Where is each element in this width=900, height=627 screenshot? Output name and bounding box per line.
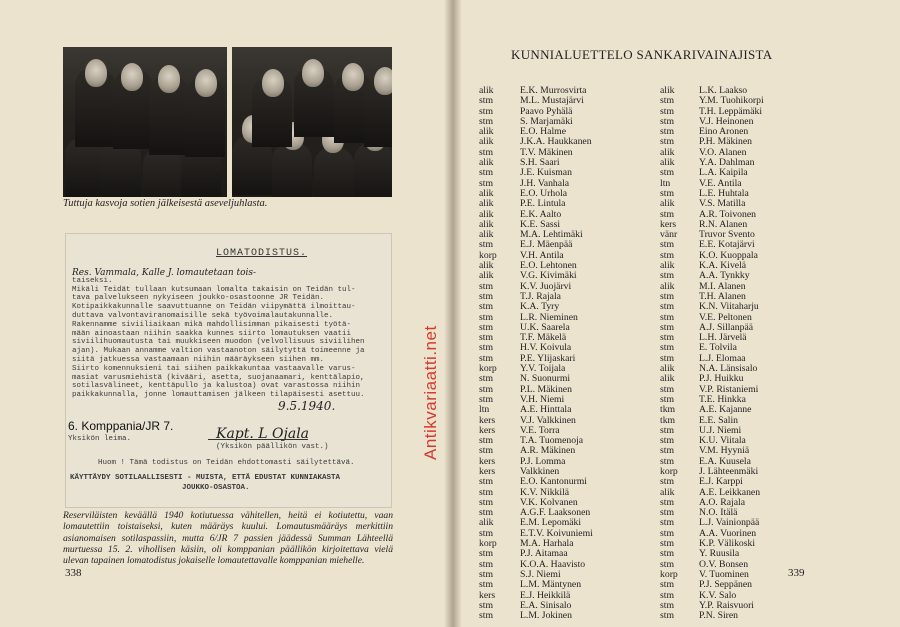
name-entry: K.O.A. Haavisto [520,558,586,570]
rank-entry: stm [479,280,493,292]
rank-entry: stm [660,383,674,395]
name-entry: E.O. Urhola [520,187,568,199]
rank-entry: stm [479,476,493,488]
name-entry: A.E. Hinttala [520,404,572,416]
rank-entry: alik [479,218,494,230]
rank-entry: kers [479,589,496,601]
rank-entry: stm [660,239,674,251]
name-entry: V.O. Alanen [699,146,747,158]
name-entry: K.V. Nikkilä [520,486,570,498]
certificate-date: 9.5.1940. [278,399,336,413]
rank-entry: stm [479,579,493,591]
name-entry: V.E. Antila [699,177,742,189]
rank-entry: alik [479,260,494,272]
rank-entry: stm [479,177,493,189]
rank-entry: stm [479,146,493,158]
rank-entry: ltn [479,404,490,416]
rank-entry: alik [660,146,675,158]
rank-entry: vänr [660,229,678,241]
body-text: Reserviläisten keväällä 1940 kotiutuessa vähitellen, heitä ei kotiutettu, vaan lomautettiin toistaiseksi, kuten määräys kuului. Lomautusmääräys merkittiin asianomaisen sotilaspassiin, mutta 6/JR 7 passien jäädessä Summan Lähteellä murtuessa 15. 2. vihollisen käsiin, oli komppanian päällikön kirjoitettava vielä ulevan tapainen lomatodistus jokaiselle lomautettavalle komppanian miehelle. [63,510,393,567]
rank-entry: alik [660,363,675,375]
name-entry: E. Tolvila [699,342,737,354]
rank-entry: alik [479,187,494,199]
rank-entry: stm [479,95,493,107]
name-entry: J.K.A. Haukkanen [520,136,592,148]
name-entry: E.O. Halme [520,126,567,138]
rank-entry: stm [660,435,674,447]
name-entry: P.J. Lomma [520,455,566,467]
rank-entry: stm [660,424,674,436]
name-entry: P.H. Mäkinen [699,136,753,148]
name-entry: V.M. Hyyniä [699,445,750,457]
name-entry: A.G.F. Laaksonen [520,507,591,519]
rank-entry: alik [479,270,494,282]
rank-entry: stm [660,610,674,622]
name-entry: K.V. Salo [699,589,737,601]
name-entry: U.J. Niemi [699,424,742,436]
rank-entry: alik [660,260,675,272]
certificate-line: duttava valvontaviranomaisille sekä työvoimalautakunnalle. [72,312,334,320]
rank-entry: kers [479,424,496,436]
rank-entry: alik [479,157,494,169]
name-entry: P.J. Aitamaa [520,548,568,560]
rank-entry: stm [660,321,674,333]
rank-entry: alik [479,517,494,529]
rank-entry: stm [660,599,674,611]
name-entry: P.N. Siren [699,610,739,622]
name-entry: Y. Ruusila [699,548,740,560]
name-entry: V.H. Niemi [520,393,565,405]
rank-entry: stm [479,558,493,570]
rank-entry: alik [660,85,675,96]
certificate-line: siviilihuomautusta tai muukkiseen muodon (velvollisuus siviilihen [72,338,365,347]
rank-entry: stm [660,126,674,138]
rank-entry: stm [660,589,674,601]
rank-entry: alik [479,136,494,148]
rank-entry: stm [479,373,493,385]
rank-entry: stm [660,352,674,364]
name-entry: V.E. Torra [520,424,560,436]
rank-entry: stm [660,579,674,591]
rank-entry: alik [660,157,675,169]
name-entry: L.M. Jokinen [520,610,572,622]
name-entry: T.V. Mäkinen [520,146,573,158]
watermark-text: Antikvariaatti.net [421,325,440,460]
name-entry: P.L. Mäkinen [520,383,572,395]
name-entry: V.E. Peltonen [699,311,752,323]
name-entry: K.N. Viitaharju [699,301,759,313]
rank-entry: stm [479,332,493,344]
name-entry: Paavo Pyhälä [520,105,573,117]
rank-entry: stm [660,507,674,519]
name-entry: M.A. Lehtimäki [520,229,583,241]
rank-entry: stm [479,486,493,498]
name-entry: E.J. Karppi [699,476,743,488]
rank-entry: kers [660,218,677,230]
name-entry: J.E. Kuisman [520,167,572,179]
certificate-line: Res. Vammala, Kalle J. lomautetaan tois- [72,268,257,278]
rank-entry: stm [479,507,493,519]
name-entry: K.A. Kivelä [699,260,747,272]
rank-column-1 [479,86,515,621]
name-entry: E.O. Kantonurmi [520,476,587,488]
rank-entry: stm [660,167,674,179]
rank-column-2 [660,86,696,621]
name-entry: A.E. Kajanne [699,404,752,416]
name-entry: E.K. Aalto [520,208,562,220]
rank-entry: stm [479,496,493,508]
name-entry: N.A. Länsisalo [699,363,758,375]
name-entry: N. Suonurmi [520,373,571,385]
name-entry: H.V. Koivula [520,342,572,354]
certificate-unit-stamp: Yksikön leima. [68,435,132,443]
certificate-title: LOMATODISTUS. [216,248,308,259]
rank-entry: stm [479,105,493,117]
rank-entry: korp [660,568,678,580]
name-entry: A.J. Sillanpää [699,321,754,333]
name-entry: J. Lähteenmäki [699,465,759,477]
rank-entry: stm [660,517,674,529]
name-entry: Y.V. Toijala [520,363,566,375]
rank-entry: stm [660,527,674,539]
name-entry: J.H. Vanhala [520,177,570,189]
rank-entry: stm [660,496,674,508]
name-entry: A.R. Mäkinen [520,445,576,457]
rank-entry: alik [479,208,494,220]
name-entry: U.K. Saarela [520,321,570,333]
rank-entry: stm [660,187,674,199]
name-entry: V.J. Valkkinen [520,414,576,426]
certificate-line: Kotipaikkakunnalle saavuttuanne on Teidän viipymättä ilmoittau- [72,303,356,312]
certificate-unit: 6. Komppania/JR 7. [68,419,174,433]
name-entry: S. Marjamäki [520,115,573,127]
rank-entry: stm [660,332,674,344]
rank-entry: stm [660,105,674,117]
name-column-1 [520,86,660,621]
certificate-line: mään ainoastaan niihin saakka kunnes siirto lomautuksen vaatii [72,329,352,338]
name-entry: A.O. Rajala [699,496,746,508]
rank-entry: stm [479,115,493,127]
name-entry: K.P. Välikoski [699,538,756,550]
page-number-left: 338 [65,567,82,579]
name-entry: A.A. Vuorinen [699,527,757,539]
name-entry: V. Tuominen [699,568,749,580]
rank-entry: stm [479,599,493,611]
rank-entry: stm [479,383,493,395]
name-entry: T.F. Mäkelä [520,332,567,344]
name-entry: L.M. Mäntynen [520,579,582,591]
name-entry: L.E. Huhtala [699,187,749,199]
group-photo-right [232,47,392,197]
name-entry: V.S. Matilla [699,198,746,210]
rank-entry: stm [479,352,493,364]
name-entry: L.A. Kaipila [699,167,748,179]
name-entry: P.E. Lintula [520,198,566,210]
name-entry: M.A. Harhala [520,538,574,550]
rank-entry: stm [479,311,493,323]
name-entry: V.G. Kivimäki [520,270,577,282]
rank-entry: stm [660,208,674,220]
name-entry: S.H. Saari [520,157,560,169]
name-entry: V.P. Ristaniemi [699,383,759,395]
name-entry: Y.M. Tuohikorpi [699,95,764,107]
name-entry: V.K. Kolvanen [520,496,578,508]
name-entry: L.H. Järvelä [699,332,747,344]
name-entry: M.I. Alanen [699,280,746,292]
name-entry: P.J. Huikku [699,373,744,385]
certificate-line: taiseksi. [72,276,113,285]
rank-entry: stm [660,290,674,302]
rank-entry: alik [660,280,675,292]
rank-entry: stm [660,115,674,127]
name-entry: M.L. Mustajärvi [520,95,584,107]
rank-entry: stm [660,342,674,354]
rank-entry: alik [479,198,494,210]
rank-entry: stm [660,311,674,323]
certificate-line: masiat varusmiehistä (kivääri, asetta, suojanaamari, kenttälapio, [72,373,365,382]
roll-of-honor-title: KUNNIALUETTELO SANKARIVAINAJISTA [511,47,773,62]
rank-entry: stm [660,445,674,457]
name-entry: L.R. Nieminen [520,311,578,323]
rank-entry: stm [660,270,674,282]
name-entry: T.A. Tuomenoja [520,435,584,447]
certificate-motto-2: JOUKKO-OSASTOA. [182,484,250,492]
name-entry: K.U. Viitala [699,435,746,447]
rank-entry: korp [479,363,497,375]
name-entry: T.E. Hinkka [699,393,746,405]
group-photo-left [63,47,227,197]
rank-entry: stm [479,321,493,333]
rank-entry: alik [479,126,494,138]
name-entry: K.V. Juojärvi [520,280,572,292]
rank-entry: stm [660,455,674,467]
name-entry: N.O. Itälä [699,507,738,519]
rank-entry: korp [479,538,497,550]
name-entry: T.H. Leppämäki [699,105,763,117]
rank-entry: kers [479,465,496,477]
name-entry: P.E. Ylijaskari [520,352,576,364]
rank-entry: alik [479,229,494,241]
rank-entry: stm [660,95,674,107]
rank-entry: stm [479,527,493,539]
rank-entry: stm [660,136,674,148]
certificate-signature: Kapt. L Ojala [216,426,310,442]
rank-entry: stm [479,290,493,302]
rank-entry: stm [479,167,493,179]
name-entry: L.J. Elomaa [699,352,746,364]
rank-entry: stm [479,548,493,560]
certificate-line: tava palvelukseen nykyiseen joukko-osastoonne JR Teidän. [72,294,325,303]
rank-entry: stm [660,301,674,313]
name-entry: O.V. Bonsen [699,558,749,570]
name-entry: R.N. Alanen [699,218,748,230]
name-entry: E.M. Lepomäki [520,517,582,529]
name-entry: V.J. Heinonen [699,115,754,127]
name-entry: A.A. Tynkky [699,270,750,282]
name-entry: V.H. Antila [520,249,564,261]
name-entry: K.A. Tyry [520,301,560,313]
rank-entry: stm [479,393,493,405]
name-entry: A.R. Toivonen [699,208,756,220]
rank-entry: alik [660,373,675,385]
certificate-note: Huom ! Tämä todistus on Teidän ehdottomasti säilytettävä. [98,459,355,467]
rank-entry: kers [479,455,496,467]
watermark [403,230,440,480]
certificate-signer-title: (Yksikön päällikön vast.) [216,443,329,451]
name-entry: E.O. Lehtonen [520,260,577,272]
rank-entry: stm [479,301,493,313]
rank-entry: alik [660,198,675,210]
rank-entry: stm [479,445,493,457]
name-entry: K.E. Sassi [520,218,561,230]
certificate-line: Mikäli Teidät tullaan kutsumaan lomalta takaisin on Teidän tul- [72,285,356,294]
rank-entry: korp [660,465,678,477]
name-column-2 [699,86,839,621]
leave-certificate [65,233,392,508]
certificate-line: Siirto komennuksieni tai siihen paikkakuntaa vastaavalle varus- [72,364,356,373]
certificate-line: sotilasvälineet, kenttäpullo ja kalustoa) ovat varastossa niihin [72,382,361,391]
name-entry: T.H. Alanen [699,290,746,302]
rank-entry: stm [660,538,674,550]
rank-entry: stm [660,476,674,488]
name-entry: E.J. Heikkilä [520,589,571,601]
rank-entry: stm [660,249,674,261]
rank-entry: korp [479,249,497,261]
name-entry: L.J. Vainionpää [699,517,760,529]
name-entry: E.A. Sinisalo [520,599,572,611]
name-entry: E.K. Murrosvirta [520,85,587,96]
name-entry: Truvor Svento [699,229,755,241]
name-entry: P.J. Seppänen [699,579,753,591]
book-gutter [444,0,462,627]
name-entry: E.A. Kuusela [699,455,751,467]
name-entry: Y.P. Raisvuori [699,599,754,611]
rank-entry: stm [479,342,493,354]
name-entry: A.E. Leikkanen [699,486,761,498]
certificate-line: ajan). Mukaan annamme valtion vastaanoton säilytyttä toimeenne ja [72,347,365,356]
rank-entry: kers [479,414,496,426]
rank-entry: stm [660,558,674,570]
name-entry: S.J. Niemi [520,568,561,580]
signature-line [208,439,308,440]
rank-entry: stm [479,435,493,447]
name-entry: Valkkinen [520,465,560,477]
rank-entry: stm [660,548,674,560]
name-entry: Eino Aronen [699,126,749,138]
name-entry: E.E. Salin [699,414,739,426]
certificate-motto-1: KÄYTTÄYDY SOTILAALLISESTI - MUISTA, ETTÄ EDUSTAT KUNNIAKASTA [70,474,341,482]
rank-entry: tkm [660,414,676,426]
rank-entry: stm [479,610,493,622]
rank-entry: stm [660,393,674,405]
name-entry: T.J. Rajala [520,290,561,302]
rank-entry: ltn [660,177,671,189]
certificate-line: siitä jatkuessa vastaamaan niihin määräykseen siihen mm. [72,356,325,364]
rank-entry: stm [479,568,493,580]
name-entry: Y.A. Dahlman [699,157,755,169]
name-entry: E.T.V. Koivuniemi [520,527,593,539]
name-entry: K.O. Kuoppala [699,249,758,261]
page-number-right: 339 [788,567,805,579]
name-entry: L.K. Laakso [699,85,748,96]
rank-entry: stm [479,239,493,251]
certificate-line: paikkakunnalla, jonne lomauttamisen jälkeen tilapäisesti asettuu. [72,391,365,400]
rank-entry: alik [660,486,675,498]
rank-entry: tkm [660,404,676,416]
rank-entry: alik [479,85,494,96]
name-entry: E.E. Kotajärvi [699,239,755,251]
photo-caption: Tuttuja kasvoja sotien jälkeisestä aseveljuhlasta. [63,198,268,209]
certificate-line: Rakennamme siviiliaikaan mikä mahdollisimman pikaisesti työtä- [72,320,352,329]
name-entry: E.J. Mäenpää [520,239,573,251]
